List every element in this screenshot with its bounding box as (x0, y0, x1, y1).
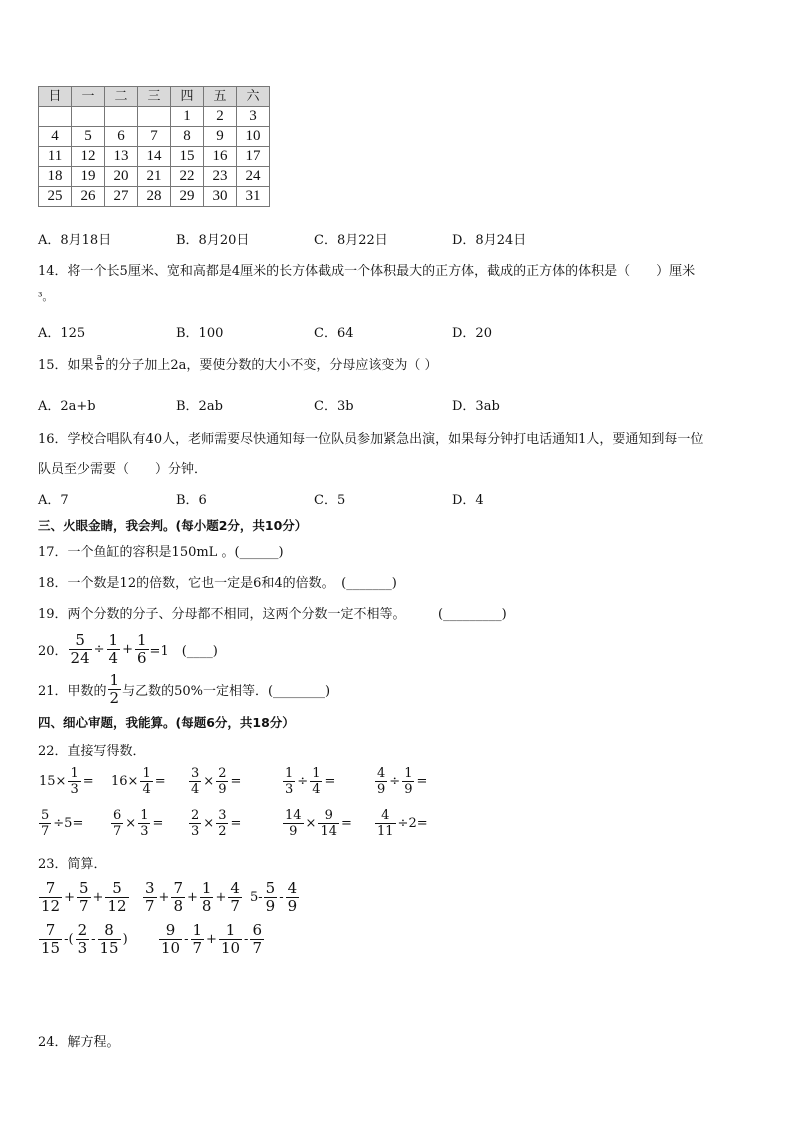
q22-suffix: = (230, 816, 242, 831)
calendar-day: 28 (138, 187, 171, 207)
calendar-day: 3 (237, 107, 270, 127)
q22-fraction: $\frac{2}{9}$ (218, 766, 227, 797)
q20-tail: =1 (____) (149, 644, 218, 659)
q20-expression (38, 632, 218, 667)
q23-fraction: 5 9 (265, 879, 276, 915)
q23-expression-3-prefix: 5- (250, 890, 263, 905)
calendar-day: 19 (72, 167, 105, 187)
q24-title: 24．解方程。 (38, 1035, 120, 1050)
calendar-day: 25 (39, 187, 72, 207)
q14-text: 14．将一个长5厘米、宽和高都是4厘米的长方体截成一个体积最大的正方体，截成的正方体的体积是（ ）厘米 (38, 264, 696, 279)
q23-expression-1 (38, 880, 130, 915)
q23-fraction: 6 7 (252, 921, 262, 957)
calendar-day: 18 (39, 167, 72, 187)
q15-option-d: D．3ab (452, 399, 500, 414)
q23-fraction: 2 3 (77, 921, 88, 957)
q23-fraction: 3 7 (145, 879, 155, 915)
q22-suffix: = (324, 774, 336, 789)
q21-suffix: 与乙数的50%一定相等．(________) (122, 684, 331, 699)
calendar-row (39, 167, 270, 187)
calendar-day: 2 (204, 107, 237, 127)
q20-fraction-3: $\frac{1}{6}$ (137, 631, 147, 667)
q22-operator: × (125, 816, 137, 831)
q22-operator: × (203, 816, 215, 831)
q23-operator: -( (64, 932, 74, 947)
q22-operator: ÷ (389, 774, 401, 789)
q23-operator: - (91, 932, 96, 947)
calendar-day (105, 107, 138, 127)
q15-option-a: A．2a+b (38, 399, 96, 414)
q23-operator: + (64, 890, 75, 905)
q22-fraction: $\frac{6}{7}$ (113, 808, 122, 839)
calendar-row (39, 147, 270, 167)
q22-operator: ÷ (297, 774, 309, 789)
q23-operator: - (244, 932, 249, 947)
calendar-weekday: 四 (171, 87, 204, 107)
q20-operator-1: ÷ (93, 642, 105, 657)
q22-fraction: $\frac{14}{9}$ (285, 808, 302, 839)
q20-label: 20． (38, 644, 68, 659)
calendar-day: 20 (105, 167, 138, 187)
q22-fraction: $\frac{3}{2}$ (218, 808, 227, 839)
section-3-heading: 三、火眼金睛，我会判。(每小题2分，共10分） (38, 518, 308, 533)
q23-fraction: $\frac{5}{12}$ (107, 879, 127, 915)
calendar-day: 7 (138, 127, 171, 147)
q22-fraction: $\frac{9}{14}$ (320, 808, 337, 839)
calendar-day: 26 (72, 187, 105, 207)
calendar-day: 12 (72, 147, 105, 167)
calendar-day (138, 107, 171, 127)
q21-prefix: 21．甲数的 (38, 684, 107, 699)
calendar-weekday: 三 (138, 87, 171, 107)
q23-fraction: 8 15 (99, 921, 119, 957)
calendar-table (38, 86, 270, 207)
q22-fraction: $\frac{4}{11}$ (377, 808, 394, 839)
q23-fraction: 9 10 (161, 921, 181, 957)
calendar-day: 29 (171, 187, 204, 207)
q22-suffix: = (82, 774, 94, 789)
q16-option-a: A．7 (38, 493, 69, 508)
q22-suffix: ÷5= (53, 816, 84, 831)
calendar-day: 21 (138, 167, 171, 187)
q20-operator-2: + (122, 642, 133, 657)
calendar-day: 5 (72, 127, 105, 147)
q23-operator: + (215, 890, 227, 905)
calendar-day: 6 (105, 127, 138, 147)
calendar-day: 11 (39, 147, 72, 167)
q23-title: 23．简算． (38, 857, 107, 872)
q23-fraction: $\frac{5}{7}$ (79, 879, 89, 915)
q13-option-d: D．8月24日 (452, 233, 527, 248)
calendar-weekday: 五 (204, 87, 237, 107)
q23-expression-2 (142, 880, 243, 915)
q16-option-d: D．4 (452, 493, 484, 508)
q22-fraction: $\frac{5}{7}$ (41, 808, 50, 839)
q23-operator: ) (122, 932, 128, 947)
q22-item (110, 808, 164, 839)
calendar-day: 14 (138, 147, 171, 167)
q23-fraction: $\frac{1}{10}$ (220, 921, 241, 957)
q22-item (110, 766, 167, 797)
q22-fraction: $\frac{1}{3}$ (140, 808, 149, 839)
q20-fraction-1: $\frac{5}{24}$ (70, 631, 90, 667)
q20-fraction-2: $\frac{1}{4}$ (108, 631, 119, 667)
q22-prefix: 16× (111, 774, 139, 789)
q15-option-c: C．3b (314, 399, 354, 414)
calendar-day: 23 (204, 167, 237, 187)
calendar-day: 24 (237, 167, 270, 187)
q22-suffix: = (154, 774, 166, 789)
calendar-header-row (39, 87, 270, 107)
calendar-weekday: 六 (237, 87, 270, 107)
q13-option-c: C．8月22日 (314, 233, 388, 248)
q22-title: 22．直接写得数． (38, 744, 146, 759)
q22-suffix: = (152, 816, 164, 831)
calendar-day: 17 (237, 147, 270, 167)
q22-item (38, 808, 84, 839)
calendar-day: 16 (204, 147, 237, 167)
q23-operator: + (92, 890, 104, 905)
q14-option-c: C．64 (314, 326, 354, 341)
calendar-day: 10 (237, 127, 270, 147)
q22-item (282, 766, 336, 797)
q17-text: 17．一个鱼缸的容积是150mL 。(______) (38, 545, 284, 560)
calendar-day: 27 (105, 187, 138, 207)
calendar-day: 8 (171, 127, 204, 147)
q22-prefix: 15× (39, 774, 67, 789)
calendar-row (39, 127, 270, 147)
q18-text: 18．一个数是12的倍数，它也一定是6和4的倍数。 (_______) (38, 576, 397, 591)
calendar-weekday: 日 (39, 87, 72, 107)
q14-option-a: A．125 (38, 326, 86, 341)
calendar-day: 15 (171, 147, 204, 167)
q22-suffix: ÷2= (397, 816, 428, 831)
q15-prefix: 15．如果 (38, 358, 94, 373)
calendar-day (72, 107, 105, 127)
calendar-day: 22 (171, 167, 204, 187)
q22-fraction: $\frac{4}{9}$ (377, 766, 386, 797)
q23-fraction: 7 15 (41, 921, 61, 957)
calendar-day: 30 (204, 187, 237, 207)
q15-option-b: B．2ab (176, 399, 223, 414)
q15-fraction: a b (96, 353, 103, 373)
q23-fraction: 4 9 (287, 879, 298, 915)
q13-option-b: B．8月20日 (176, 233, 250, 248)
q21-fraction: 1 2 (109, 671, 120, 707)
q22-fraction: $\frac{3}{4}$ (191, 766, 200, 797)
q23-fraction: 1 7 (192, 921, 203, 957)
q16-text-cont: 队员至少需要（ ）分钟． (38, 462, 208, 477)
calendar-row (39, 107, 270, 127)
calendar-day: 31 (237, 187, 270, 207)
calendar-weekday: 二 (105, 87, 138, 107)
q23-operator: + (206, 932, 217, 947)
calendar-day: 1 (171, 107, 204, 127)
q23-expression-3 (250, 880, 300, 915)
q23-fraction: $\frac{4}{7}$ (230, 879, 240, 915)
calendar-row (39, 187, 270, 207)
q22-fraction: $\frac{1}{4}$ (312, 766, 321, 797)
q23-fraction: $\frac{1}{8}$ (201, 879, 212, 915)
q16-text: 16．学校合唱队有40人，老师需要尽快通知每一位队员参加紧急出演，如果每分钟打电话通知1人，要通知到每一位 (38, 432, 704, 447)
q23-operator: + (187, 890, 198, 905)
q22-fraction: $\frac{1}{3}$ (70, 766, 79, 797)
q22-operator: × (203, 774, 215, 789)
q22-suffix: = (230, 774, 242, 789)
q22-operator: × (305, 816, 317, 831)
q22-item (188, 808, 242, 839)
q14-text-cont: ³。 (38, 290, 54, 303)
q14-option-b: B．100 (176, 326, 224, 341)
q15-text (38, 354, 437, 373)
q22-fraction: $\frac{1}{4}$ (142, 766, 151, 797)
calendar-day: 9 (204, 127, 237, 147)
section-4-heading: 四、细心审题，我能算。(每题6分，共18分） (38, 715, 295, 730)
q23-operator: + (158, 890, 170, 905)
q22-item (282, 808, 353, 839)
q22-item (38, 766, 95, 797)
q16-option-c: C．5 (314, 493, 346, 508)
calendar-day: 4 (39, 127, 72, 147)
q15-suffix: 的分子加上2a，要使分数的大小不变，分母应该变为（ ） (105, 358, 438, 373)
q22-fraction: $\frac{1}{9}$ (404, 766, 413, 797)
q14-option-d: D．20 (452, 326, 492, 341)
q22-fraction: $\frac{2}{3}$ (191, 808, 200, 839)
calendar-weekday: 一 (72, 87, 105, 107)
q22-suffix: = (416, 774, 428, 789)
q23-fraction: 7 12 (41, 879, 61, 915)
q13-option-a: A．8月18日 (38, 233, 112, 248)
q23-operator: - (279, 890, 284, 905)
q22-item (374, 766, 428, 797)
calendar-day: 13 (105, 147, 138, 167)
q22-item (374, 808, 429, 839)
q23-expression-5 (158, 922, 265, 957)
q22-fraction: $\frac{1}{3}$ (285, 766, 294, 797)
q22-suffix: = (341, 816, 352, 831)
q23-fraction: $\frac{7}{8}$ (173, 879, 183, 915)
q22-item (188, 766, 242, 797)
q19-text: 19．两个分数的分子、分母都不相同，这两个分数一定不相等。 (_________) (38, 607, 507, 622)
q23-operator: - (184, 932, 189, 947)
q21-expression (38, 672, 330, 707)
q16-option-b: B．6 (176, 493, 207, 508)
q23-expression-4 (38, 922, 129, 957)
calendar-day (39, 107, 72, 127)
